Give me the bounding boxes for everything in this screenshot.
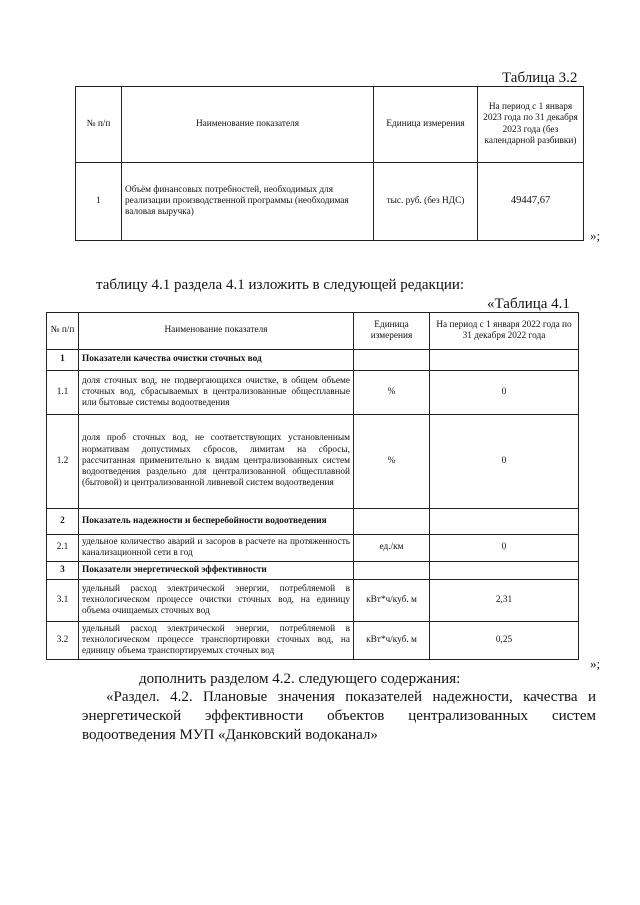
table-row xyxy=(47,622,579,660)
table-4-1-header-row xyxy=(47,313,579,350)
section-title: Показатели качества очистки сточных вод xyxy=(79,350,354,371)
row-name: Объём финансовых потребностей, необходимых для реализации производственной программы (необходимая валовая выручка) xyxy=(122,163,374,241)
table-row xyxy=(47,371,579,415)
row-unit: кВт*ч/куб. м xyxy=(354,622,430,660)
empty-cell xyxy=(430,350,579,371)
row-name: доля сточных вод, не подвергающихся очистке, в общем объеме сточных вод, сбрасываемых в централизованные общесплавные или бытовые системы водоотведения xyxy=(79,371,354,415)
row-num: 3.2 xyxy=(47,622,79,660)
table-3-2-closing-quote: »; xyxy=(590,228,601,243)
section-title: Показатель надежности и бесперебойности водоотведения xyxy=(79,509,354,535)
header-name: Наименование показателя xyxy=(79,313,354,350)
paragraph-intro: таблицу 4.1 раздела 4.1 изложить в следующей редакции: xyxy=(96,277,465,293)
empty-cell xyxy=(354,562,430,580)
row-num: 1.2 xyxy=(47,415,79,509)
row-unit: % xyxy=(354,415,430,509)
header-period: На период с 1 января 2022 года по 31 декабря 2022 года xyxy=(430,313,579,350)
paragraph-section-4-2: «Раздел. 4.2. Плановые значения показателей надежности, качества и энергетической эффективности объектов централизованных систем водоотведения МУП «Данковский водоканал» xyxy=(82,689,596,744)
row-num: 1.1 xyxy=(47,371,79,415)
row-num: 1 xyxy=(76,163,122,241)
header-period: На период с 1 января 2023 года по 31 декабря 2023 года (без календарной разбивки) xyxy=(478,87,584,163)
section-row xyxy=(47,562,579,580)
table-4-1-caption: «Таблица 4.1 xyxy=(487,296,570,312)
empty-cell xyxy=(430,562,579,580)
row-name: удельный расход электрической энергии, потребляемой в технологическом процессе очистки сточных вод, на единицу объема очищаемых сточных вод xyxy=(79,580,354,622)
header-num: № п/п xyxy=(76,87,122,163)
row-num: 3.1 xyxy=(47,580,79,622)
empty-cell xyxy=(430,509,579,535)
row-value: 0 xyxy=(430,535,579,562)
row-value: 0 xyxy=(430,371,579,415)
row-value: 0 xyxy=(430,415,579,509)
table-row xyxy=(47,535,579,562)
row-num: 2.1 xyxy=(47,535,79,562)
section-row xyxy=(47,509,579,535)
row-unit: тыс. руб. (без НДС) xyxy=(374,163,478,241)
section-num: 3 xyxy=(47,562,79,580)
row-value: 49447,67 xyxy=(478,163,584,241)
row-name: удельный расход электрической энергии, потребляемой в технологическом процессе транспортировки сточных вод, на единицу объема транспортируемых сточных вод xyxy=(79,622,354,660)
paragraph-add-section: дополнить разделом 4.2. следующего содержания: xyxy=(139,671,461,687)
row-name: удельное количество аварий и засоров в расчете на протяженность канализационной сети в год xyxy=(79,535,354,562)
table-3-2 xyxy=(75,86,584,241)
row-unit: ед./км xyxy=(354,535,430,562)
table-4-1-closing-quote: »; xyxy=(590,656,601,671)
table-3-2-caption: Таблица 3.2 xyxy=(502,70,578,86)
row-unit: % xyxy=(354,371,430,415)
row-unit: кВт*ч/куб. м xyxy=(354,580,430,622)
row-name: доля проб сточных вод, не соответствующих установленным нормативам допустимых сбросов, лимитам на сбросы, рассчитанная применительно к видам централизованных систем водоотведения раздельно для централизованной общесплавной (бытовой) и централизованной ливневой систем водоотведения xyxy=(79,415,354,509)
section-row xyxy=(47,350,579,371)
empty-cell xyxy=(354,509,430,535)
header-num: № п/п xyxy=(47,313,79,350)
table-3-2-header-row xyxy=(76,87,584,163)
section-num: 1 xyxy=(47,350,79,371)
table-4-1 xyxy=(46,312,579,660)
header-unit: Единица измерения xyxy=(354,313,430,350)
table-row xyxy=(47,580,579,622)
section-num: 2 xyxy=(47,509,79,535)
table-row xyxy=(76,163,584,241)
row-value: 2,31 xyxy=(430,580,579,622)
row-value: 0,25 xyxy=(430,622,579,660)
header-name: Наименование показателя xyxy=(122,87,374,163)
empty-cell xyxy=(354,350,430,371)
section-title: Показатели энергетической эффективности xyxy=(79,562,354,580)
header-unit: Единица измерения xyxy=(374,87,478,163)
table-row xyxy=(47,415,579,509)
